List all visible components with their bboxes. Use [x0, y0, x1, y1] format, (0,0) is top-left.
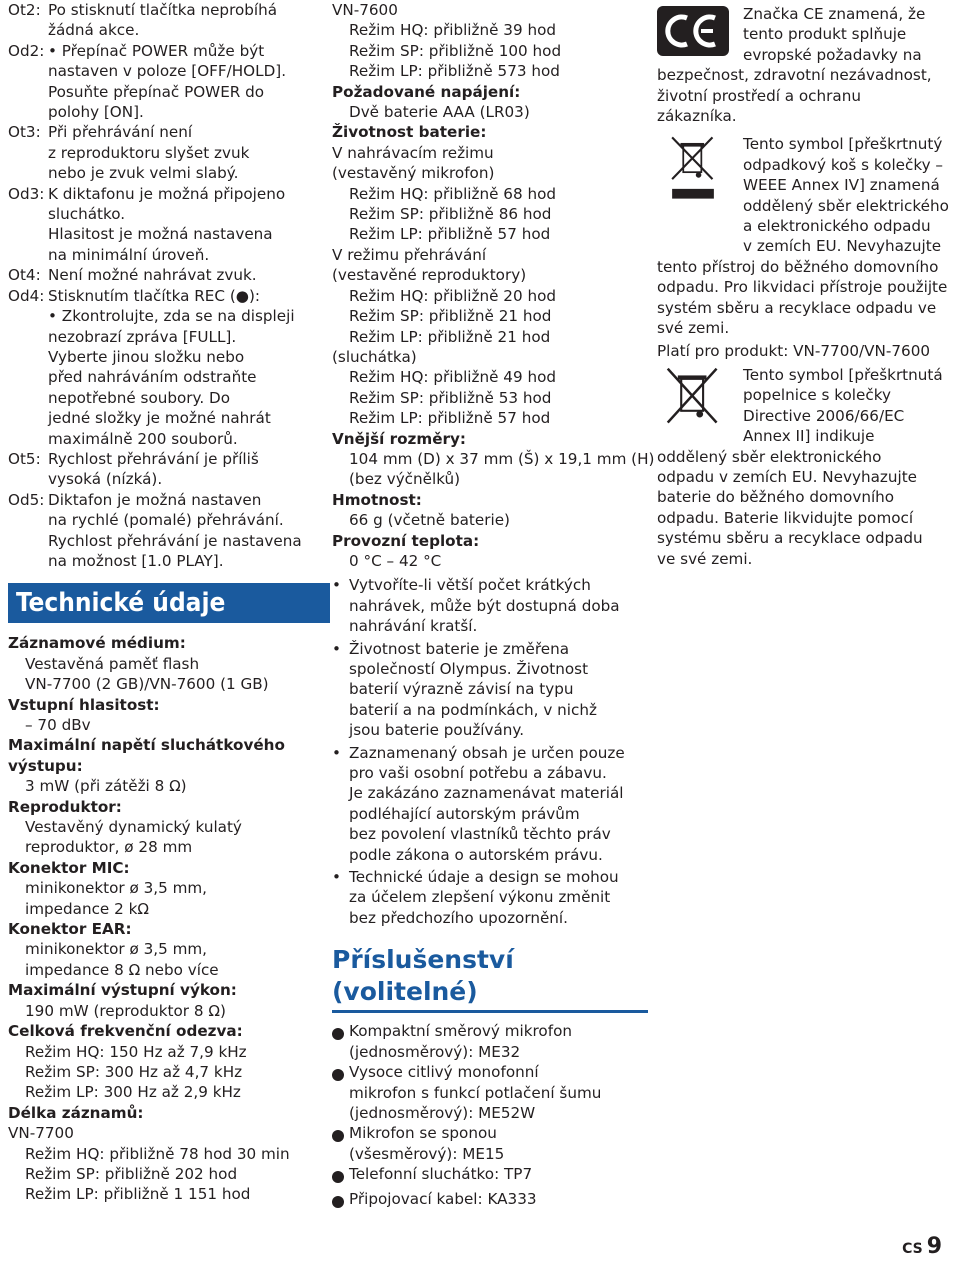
note-line: bez předchozího upozornění. — [349, 908, 568, 927]
rec-line: Režim HQ: přibližně 78 hod 30 min — [25, 1144, 290, 1163]
text-line: odpadu v zemích EU. Nevyhazujte — [657, 467, 918, 486]
text-line: WEEE Annex IV] znamená — [743, 176, 940, 195]
accessory-text — [349, 1189, 537, 1213]
troubleshoot-text — [48, 286, 318, 449]
text-line: Directive 2006/66/EC — [743, 406, 905, 425]
battery-line: Režim HQ: přibližně 49 hod — [349, 368, 557, 387]
troubleshoot-line: Stisknutím tlačítka REC (●): — [48, 286, 261, 305]
spec-value: Dvě baterie AAA (LR03) — [349, 103, 530, 122]
accessory-text — [349, 1021, 572, 1062]
battery-line: Režim HQ: přibližně 20 hod — [349, 286, 557, 305]
accessory-line: Kompaktní směrový mikrofon — [349, 1022, 572, 1041]
note-line: Vytvoříte-li větší počet krátkých — [349, 576, 591, 595]
notes-list — [332, 575, 648, 928]
troubleshoot-item — [8, 0, 318, 41]
troubleshoot-text — [48, 265, 318, 285]
battery-line: V nahrávacím režimu — [332, 143, 494, 162]
note-line: za účelem zlepšení výkonu změnit — [349, 888, 611, 907]
note-line: baterií výrazně závisí na typu — [349, 680, 574, 699]
spec-heading: Požadované napájení: — [332, 82, 521, 101]
battery-line: Režim HQ: přibližně 68 hod — [349, 184, 557, 203]
troubleshooting-list — [8, 0, 318, 571]
troubleshoot-key: Ot5: — [8, 449, 41, 468]
accessory-item — [332, 1062, 648, 1123]
troubleshoot-key: Ot4: — [8, 266, 41, 285]
rec-model-2: VN-7600 — [332, 1, 398, 19]
troubleshoot-line: Vyberte jinou složku nebo — [48, 347, 245, 366]
bullet-icon: • — [332, 868, 341, 887]
bullet-dot-icon — [332, 1189, 349, 1213]
spec-heading: Životnost baterie: — [332, 123, 487, 142]
text-line: tento produkt splňuje — [743, 25, 907, 44]
spec-value: 3 mW (při zátěži 8 Ω) — [25, 777, 187, 796]
troubleshoot-item — [8, 449, 318, 490]
spec-heading: Konektor EAR: — [8, 920, 132, 939]
spec-heading: Maximální napětí sluchátkového — [8, 736, 285, 755]
text-line: Annex II] indikuje — [743, 427, 875, 446]
battery-line: Režim SP: přibližně 53 hod — [349, 388, 552, 407]
accessory-line: (všesměrový): ME15 — [349, 1144, 505, 1163]
text-line: oddělený sběr elektronického — [657, 447, 882, 466]
note-text — [349, 867, 619, 928]
rec-line: Režim LP: přibližně 573 hod — [349, 62, 560, 81]
rec-lines — [8, 1144, 318, 1205]
note-item — [332, 867, 648, 928]
troubleshoot-key: Od4: — [8, 286, 45, 305]
troubleshoot-key: Od2: — [8, 41, 45, 60]
note-line: Technické údaje a design se mohou — [349, 868, 619, 887]
spec-value: VN-7700 (2 GB)/VN-7600 (1 GB) — [25, 675, 269, 694]
rec-lines-2 — [332, 20, 648, 81]
troubleshoot-line: Diktafon je možná nastaven — [48, 490, 262, 509]
spec-value: reproduktor, ø 28 mm — [25, 838, 193, 857]
bullet-icon: • — [332, 743, 341, 762]
troubleshoot-line: jedné složky je možné nahrát — [48, 409, 271, 428]
spec-heading: Maximální výstupní výkon: — [8, 981, 237, 1000]
rec-line: Režim LP: přibližně 1 151 hod — [25, 1185, 251, 1204]
troubleshoot-line: Hlasitost je možná nastavena — [48, 225, 273, 244]
troubleshoot-line: • Přepínač POWER může být — [48, 41, 265, 60]
spec-value: impedance 2 kΩ — [25, 899, 149, 918]
section-title-specs: Technické údaje — [8, 583, 330, 623]
text-line: systém sběru a recyklace odpadu ve — [657, 298, 937, 317]
note-line: baterií a na podmínkách, v nichž — [349, 700, 597, 719]
battery-line: Režim LP: přibližně 21 hod — [349, 327, 551, 346]
note-line: nahrávání kratší. — [349, 617, 478, 636]
spec-value: Vestavěný dynamický kulatý — [25, 818, 242, 837]
bullet-dot-icon — [332, 1164, 349, 1188]
spec-heading: Celková frekvenční odezva: — [8, 1022, 243, 1041]
spec-value: minikonektor ø 3,5 mm, — [25, 879, 208, 898]
troubleshoot-line: polohy [ON]. — [48, 103, 144, 122]
note-item — [332, 575, 648, 636]
note-line: nahrávek, může být dostupná doba — [349, 596, 620, 615]
column-3 — [657, 0, 957, 569]
rec-model: VN-7700 — [8, 1124, 74, 1143]
text-line: životní prostředí a ochranu — [657, 86, 861, 105]
accessory-line: Mikrofon se sponou — [349, 1124, 497, 1143]
note-text — [349, 743, 625, 865]
specs-list-2a — [332, 82, 648, 143]
troubleshoot-line: z reproduktoru slyšet zvuk — [48, 143, 250, 162]
troubleshoot-text — [48, 490, 318, 572]
rec-line: Režim SP: přibližně 100 hod — [349, 41, 562, 60]
note-line: bez povolení vlastníků těchto práv — [349, 825, 611, 844]
ce-logo-icon — [657, 6, 729, 56]
troubleshoot-item — [8, 286, 318, 449]
troubleshoot-line: Při přehrávání není — [48, 123, 193, 142]
accessory-line: (jednosměrový): ME52W — [349, 1103, 536, 1122]
troubleshoot-line: nastaven v poloze [OFF/HOLD]. — [48, 62, 287, 81]
battery-bin-icon — [657, 367, 729, 431]
text-line: v zemích EU. Nevyhazujte — [743, 237, 942, 256]
spec-heading: výstupu: — [8, 756, 83, 775]
spec-value: minikonektor ø 3,5 mm, — [25, 940, 208, 959]
troubleshoot-line: na minimální úroveň. — [48, 245, 210, 264]
troubleshoot-line: maximálně 200 souborů. — [48, 429, 238, 448]
text-line: baterie do běžného domovního — [657, 488, 895, 507]
spec-value: Vestavěná paměť flash — [25, 654, 200, 673]
troubleshoot-item — [8, 41, 318, 123]
battery-line: (vestavěné reproduktory) — [332, 266, 527, 285]
text-line: Tento symbol [přeškrtnutý — [743, 135, 943, 154]
troubleshoot-line: nezobrazí zpráva [FULL]. — [48, 327, 237, 346]
specs-list-2b — [332, 429, 655, 572]
text-line: bezpečnost, zdravotní nezávadnost, — [657, 66, 932, 85]
text-line: odpadu. Baterie likvidujte pomocí — [657, 508, 914, 527]
note-item — [332, 743, 648, 865]
note-text — [349, 639, 597, 741]
spec-value: 66 g (včetně baterie) — [349, 511, 510, 530]
column-2 — [332, 0, 655, 1213]
spec-value: Režim LP: 300 Hz až 2,9 kHz — [25, 1083, 241, 1102]
troubleshoot-line: sluchátko. — [48, 205, 126, 224]
troubleshoot-text — [48, 41, 318, 123]
troubleshoot-line: K diktafonu je možná připojeno — [48, 184, 286, 203]
troubleshoot-key: Ot3: — [8, 123, 41, 142]
troubleshoot-line: Po stisknutí tlačítka neprobíhá — [48, 1, 278, 19]
battery-life — [332, 143, 648, 429]
troubleshoot-line: Rychlost přehrávání je nastavena — [48, 531, 302, 550]
troubleshoot-line: na možnost [1.0 PLAY]. — [48, 551, 224, 570]
accessory-text — [349, 1062, 601, 1123]
text-line: systému sběru a recyklace odpadu — [657, 529, 923, 548]
note-text — [349, 575, 620, 636]
troubleshoot-item — [8, 122, 318, 183]
note-line: podléhající autorským právům — [349, 804, 580, 823]
troubleshoot-key: Od5: — [8, 490, 45, 509]
note-line: jsou baterie používány. — [349, 721, 525, 740]
accessory-line: mikrofon s funkcí potlačení šumu — [349, 1083, 602, 1102]
accessory-item — [332, 1021, 648, 1062]
ce-text — [657, 65, 957, 126]
spec-heading: Hmotnost: — [332, 490, 422, 509]
troubleshoot-line: Rychlost přehrávání je příliš — [48, 449, 259, 468]
text-line: popelnice s kolečky — [743, 386, 891, 405]
troubleshoot-line: vysoká (nízká). — [48, 470, 163, 489]
accessory-text — [349, 1123, 504, 1164]
spec-heading: Konektor MIC: — [8, 858, 130, 877]
accessory-line: Připojovací kabel: KA333 — [349, 1189, 537, 1208]
troubleshoot-line: Posuňte přepínač POWER do — [48, 82, 265, 101]
note-line: Zaznamenaný obsah je určen pouze — [349, 743, 625, 762]
troubleshoot-item — [8, 184, 318, 266]
accessories-list — [332, 1021, 648, 1213]
section-title-accessories: Příslušenství (volitelné) — [332, 944, 648, 1013]
text-line: odpadkový koš s kolečky – — [743, 155, 944, 174]
battery-line: Režim LP: přibližně 57 hod — [349, 225, 551, 244]
battery-line: Režim SP: přibližně 21 hod — [349, 307, 552, 326]
troubleshoot-text — [48, 122, 318, 183]
specs-list — [8, 633, 318, 1123]
bullet-dot-icon — [332, 1123, 349, 1164]
text-line: Značka CE znamená, že — [743, 5, 926, 23]
spec-value: Režim HQ: 150 Hz až 7,9 kHz — [25, 1042, 247, 1061]
troubleshoot-line: nebo je zvuk velmi slabý. — [48, 164, 239, 183]
accessory-line: (jednosměrový): ME32 — [349, 1042, 521, 1061]
weee-text — [657, 257, 957, 339]
accessory-item — [332, 1189, 648, 1213]
spec-value: 0 °C – 42 °C — [349, 551, 442, 570]
page-number: CS 9 — [902, 1233, 942, 1259]
battery-text — [657, 447, 957, 569]
accessory-text — [349, 1164, 532, 1188]
spec-value: impedance 8 Ω nebo více — [25, 960, 219, 979]
spec-value: 190 mW (reproduktor 8 Ω) — [25, 1001, 226, 1020]
bullet-icon: • — [332, 639, 341, 658]
note-line: společností Olympus. Životnost — [349, 660, 589, 678]
troubleshoot-item — [8, 490, 318, 572]
accessory-item — [332, 1123, 648, 1164]
bullet-icon: • — [332, 576, 341, 595]
note-item — [332, 639, 648, 741]
spec-heading: Vnější rozměry: — [332, 429, 466, 448]
spec-value: Režim SP: 300 Hz až 4,7 kHz — [25, 1062, 243, 1081]
rec-line: Režim HQ: přibližně 39 hod — [349, 21, 557, 40]
text-line: a elektronického odpadu — [743, 217, 931, 236]
spec-value: 104 mm (D) x 37 mm (Š) x 19,1 mm (H) — [349, 449, 655, 468]
text-line: odpadu. Pro likvidaci přístroje použijte — [657, 278, 948, 297]
troubleshoot-key: Ot2: — [8, 1, 41, 19]
troubleshoot-text — [48, 449, 318, 490]
note-line: podle zákona o autorském právu. — [349, 845, 603, 864]
text-line: evropské požadavky na — [743, 45, 922, 64]
troubleshoot-line: na rychlé (pomalé) přehrávání. — [48, 511, 284, 530]
ce-block — [657, 0, 957, 126]
battery-line: (sluchátka) — [332, 347, 417, 366]
text-line: své zemi. — [657, 319, 730, 338]
bullet-dot-icon — [332, 1062, 349, 1123]
text-line: ve své zemi. — [657, 549, 753, 568]
troubleshoot-text — [48, 184, 318, 266]
column-1 — [8, 0, 318, 1205]
troubleshoot-line: před nahráváním odstraňte — [48, 368, 257, 387]
troubleshoot-key: Od3: — [8, 184, 45, 203]
text-line: zákazníka. — [657, 107, 737, 126]
text-line: Tento symbol [přeškrtnutá — [743, 365, 943, 384]
troubleshoot-line: Není možné nahrávat zvuk. — [48, 266, 257, 285]
battery-block — [657, 365, 957, 569]
note-line: Je zakázáno zaznamenávat materiál — [349, 784, 624, 803]
troubleshoot-text — [48, 0, 318, 41]
note-line: pro vaši osobní potřebu a zábavu. — [349, 764, 607, 783]
text-line: oddělený sběr elektrického — [743, 196, 949, 215]
text-line: tento přístroj do běžného domovního — [657, 257, 939, 276]
spec-value: – 70 dBv — [25, 716, 91, 734]
spec-heading: Záznamové médium: — [8, 634, 186, 653]
weee-bin-icon — [657, 136, 729, 200]
spec-heading: Provozní teplota: — [332, 531, 480, 550]
troubleshoot-line: nepotřebné soubory. Do — [48, 388, 231, 407]
battery-line: Režim LP: přibližně 57 hod — [349, 409, 551, 428]
accessory-line: Vysoce citlivý monofonní — [349, 1063, 539, 1082]
battery-line: (vestavěný mikrofon) — [332, 164, 495, 183]
spec-heading: Reproduktor: — [8, 797, 122, 816]
battery-line: V režimu přehrávání — [332, 245, 487, 264]
note-line: Životnost baterie je změřena — [349, 639, 570, 658]
rec-line: Režim SP: přibližně 202 hod — [25, 1164, 238, 1183]
spec-value: (bez výčnělků) — [349, 470, 461, 489]
weee-block — [657, 134, 957, 338]
accessory-item — [332, 1164, 648, 1188]
spec-heading: Vstupní hlasitost: — [8, 695, 160, 714]
troubleshoot-line: žádná akce. — [48, 21, 140, 40]
bullet-dot-icon — [332, 1021, 349, 1062]
troubleshoot-item — [8, 265, 318, 285]
troubleshoot-line: • Zkontrolujte, zda se na displeji — [48, 307, 295, 326]
spec-heading: Délka záznamů: — [8, 1103, 144, 1122]
battery-line: Režim SP: přibližně 86 hod — [349, 205, 552, 224]
accessory-line: Telefonní sluchátko: TP7 — [349, 1165, 533, 1184]
applies-to: Platí pro produkt: VN-7700/VN-7600 — [657, 341, 931, 360]
